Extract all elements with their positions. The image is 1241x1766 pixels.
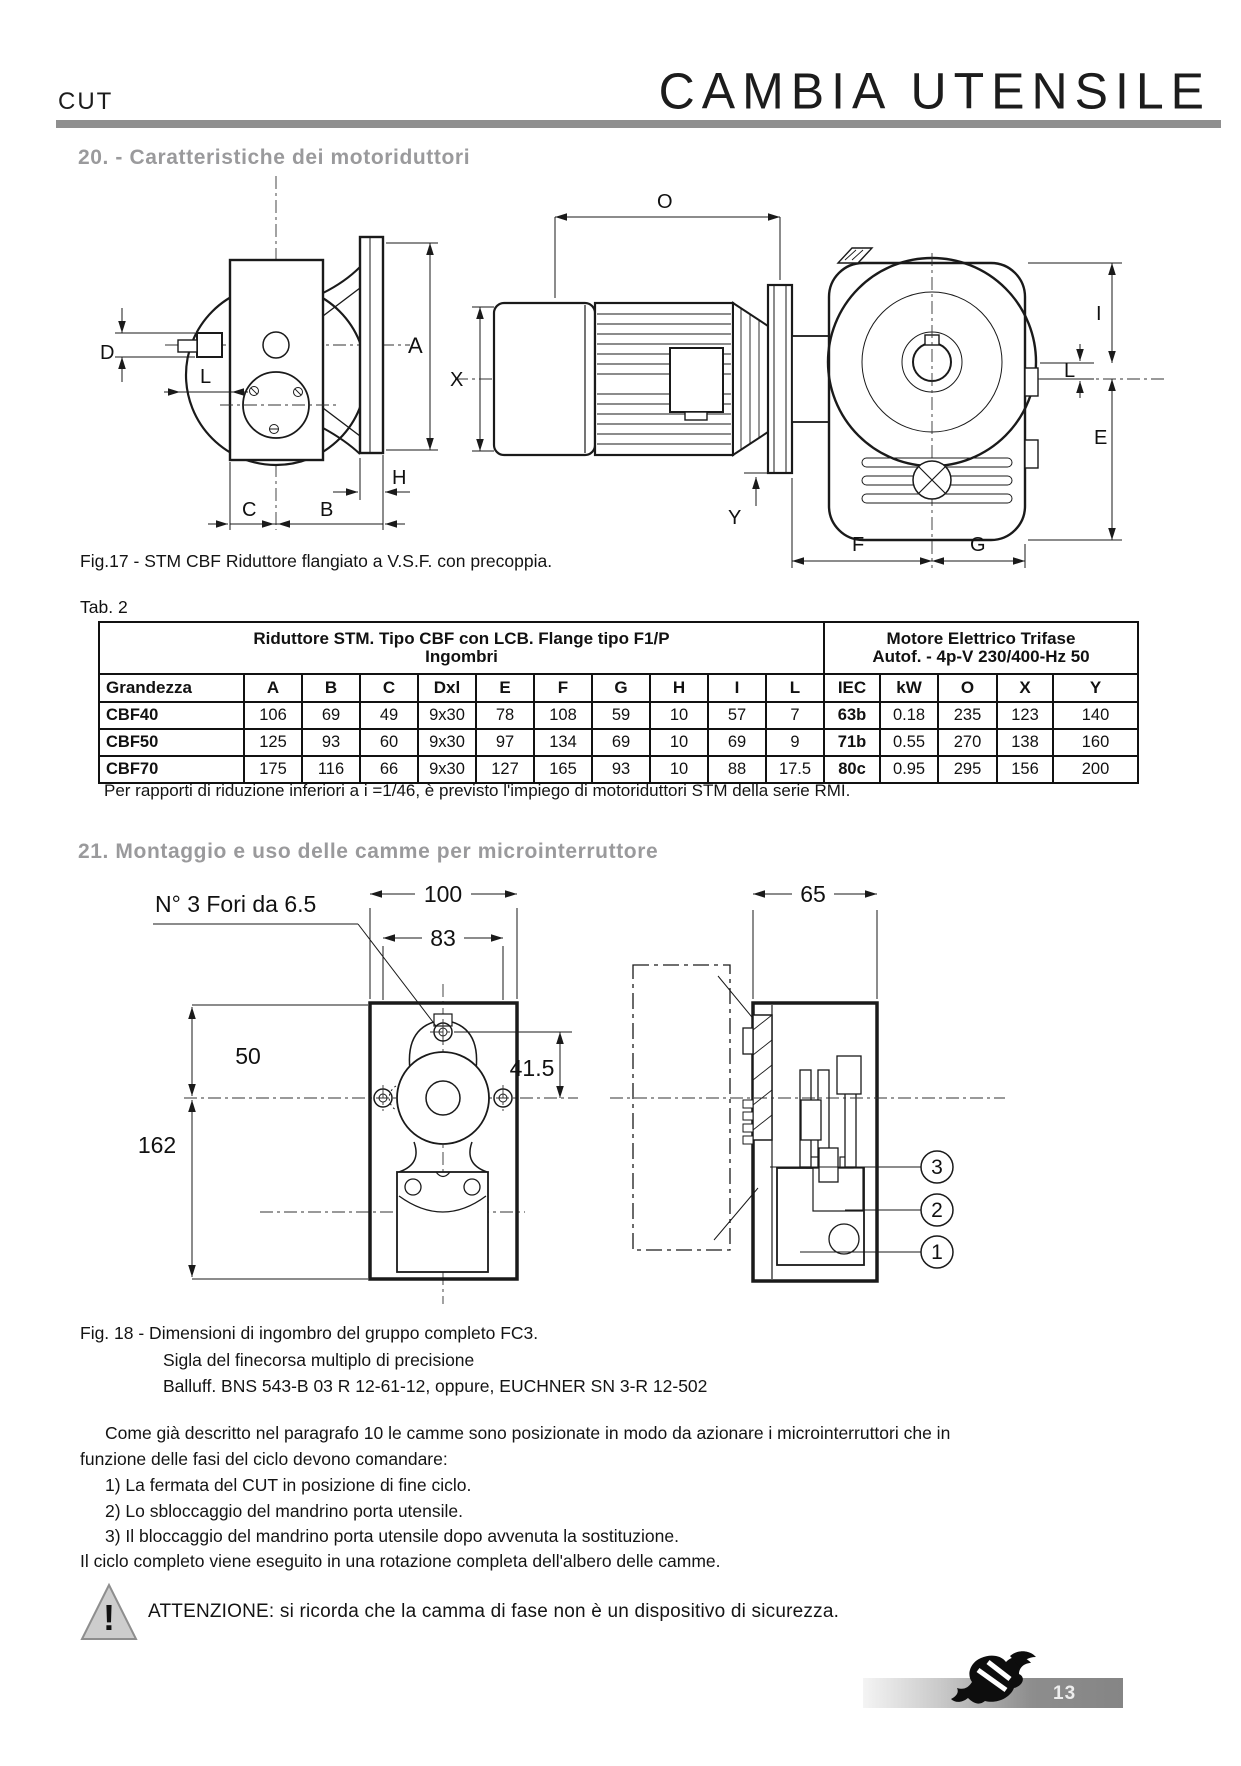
table-cell: 160 [1053, 729, 1138, 756]
table-cell: 9x30 [418, 702, 476, 729]
table-cell: 108 [534, 702, 592, 729]
fig18-dim-65 [753, 881, 877, 999]
svg-text:162: 162 [137, 1132, 177, 1158]
table-cell: 97 [476, 729, 534, 756]
fig17-right-view [450, 191, 1165, 568]
col-I: I [708, 674, 766, 702]
col-grandezza: Grandezza [99, 674, 244, 702]
table-cell: 10 [650, 729, 708, 756]
table-cell: 127 [476, 756, 534, 783]
table-cell: 0.55 [880, 729, 938, 756]
section-20-heading: 20. - Caratteristiche dei motoriduttori [78, 146, 471, 169]
tab2-body [99, 702, 1138, 783]
svg-text:D: D [100, 342, 115, 364]
fig17-caption: Fig.17 - STM CBF Riduttore flangiato a V.S.F. con precoppia. [80, 551, 553, 571]
col-C: C [360, 674, 418, 702]
table-cell: 17.5 [766, 756, 824, 783]
svg-text:F: F [852, 534, 865, 556]
table-cell: 93 [592, 756, 650, 783]
fig18-caption-line1: Fig. 18 - Dimensioni di ingombro del gruppo completo FC3. [80, 1323, 539, 1343]
table-cell: 125 [244, 729, 302, 756]
table-cell: 156 [997, 756, 1053, 783]
table-row [99, 729, 1138, 756]
page-title: CAMBIA UTENSILE [658, 62, 1211, 120]
list-item-3: 3) Il bloccaggio del mandrino porta utensile dopo avvenuta la sostituzione. [105, 1526, 679, 1546]
table-cell: 80c [824, 756, 880, 783]
table-cell: 140 [1053, 702, 1138, 729]
fig18-dim-50 [192, 1005, 368, 1096]
group-left-line2: Ingombri [425, 647, 498, 666]
svg-text:A: A [408, 333, 423, 358]
tab2-table [98, 621, 1139, 784]
svg-text:C: C [242, 499, 257, 521]
svg-text:O: O [657, 191, 673, 213]
table-cell: 49 [360, 702, 418, 729]
section-21-heading: 21. Montaggio e uso delle camme per microinterruttore [78, 840, 659, 863]
group-header-row [99, 622, 1138, 674]
col-kW: kW [880, 674, 938, 702]
table-cell: 60 [360, 729, 418, 756]
table-cell: 66 [360, 756, 418, 783]
svg-text:I: I [1096, 303, 1102, 325]
table-cell: 175 [244, 756, 302, 783]
table-cell: 88 [708, 756, 766, 783]
svg-text:E: E [1094, 427, 1108, 449]
tab2-note: Per rapporti di riduzione inferiori a i =1/46, è previsto l'impiego di motoriduttori STM della serie RMI. [104, 781, 851, 800]
footer-logo [948, 1648, 1048, 1720]
svg-text:X: X [450, 369, 464, 391]
svg-text:B: B [320, 499, 334, 521]
column-header-row [99, 674, 1138, 702]
col-F: F [534, 674, 592, 702]
fig18-caption-line2: Sigla del finecorsa multiplo di precisione [163, 1350, 475, 1370]
table-cell: 106 [244, 702, 302, 729]
table-cell: 57 [708, 702, 766, 729]
fig17-dim-H [333, 458, 410, 500]
paragraph-line: Come già descritto nel paragrafo 10 le camme sono posizionate in modo da azionare i microinterruttori che in [105, 1423, 951, 1443]
table-cell: 71b [824, 729, 880, 756]
table-cell: 78 [476, 702, 534, 729]
fig18-dim-162 [138, 1100, 368, 1279]
col-Y: Y [1053, 674, 1138, 702]
svg-text:50: 50 [235, 1043, 261, 1069]
header-rule [56, 120, 1221, 128]
fig18-holes-label [153, 891, 436, 1026]
table-cell: 116 [302, 756, 360, 783]
svg-text:100: 100 [423, 881, 463, 907]
fig17-dim-A [386, 243, 438, 450]
svg-text:L: L [1064, 360, 1076, 382]
callout-3: 3 [931, 1156, 943, 1179]
table-cell: 134 [534, 729, 592, 756]
table-row [99, 702, 1138, 729]
svg-text:41.5: 41.5 [509, 1055, 555, 1081]
fig18-drawing [100, 880, 1150, 1310]
table-cell: 235 [938, 702, 997, 729]
col-A: A [244, 674, 302, 702]
svg-text:L: L [200, 366, 212, 388]
table-cell: 9x30 [418, 729, 476, 756]
group-header-right [824, 622, 1138, 674]
table-cell: 10 [650, 756, 708, 783]
col-X: X [997, 674, 1053, 702]
table-cell: 93 [302, 729, 360, 756]
table-cell: 69 [302, 702, 360, 729]
table-cell: 138 [997, 729, 1053, 756]
col-O: O [938, 674, 997, 702]
table-cell: 7 [766, 702, 824, 729]
warning-text: ATTENZIONE: si ricorda che la camma di fase non è un dispositivo di sicurezza. [148, 1601, 840, 1622]
fig17-dim-CB [208, 455, 405, 530]
list-item-1: 1) La fermata del CUT in posizione di fine ciclo. [105, 1475, 472, 1495]
svg-text:65: 65 [800, 881, 826, 907]
fig18-front-view [138, 881, 578, 1304]
group-right-line1: Motore Elettrico Trifase [886, 628, 1076, 648]
fig17-dim-ILE [1028, 263, 1122, 540]
group-left-line1: Riduttore STM. Tipo CBF con LCB. Flange tipo F1/P [253, 628, 670, 648]
fig18-caption-line3: Balluff. BNS 543-B 03 R 12-61-12, oppure, EUCHNER SN 3-R 12-502 [163, 1376, 708, 1396]
table-cell: 200 [1053, 756, 1138, 783]
table-cell: 295 [938, 756, 997, 783]
tab2-label: Tab. 2 [80, 597, 128, 617]
col-IEC: IEC [824, 674, 880, 702]
svg-text:H: H [392, 467, 407, 489]
warning-icon [80, 1582, 140, 1644]
table-cell: 123 [997, 702, 1053, 729]
col-L: L [766, 674, 824, 702]
svg-text:N° 3 Fori da 6.5: N° 3 Fori da 6.5 [155, 891, 317, 917]
col-Dxl: Dxl [418, 674, 476, 702]
table-cell: CBF40 [99, 702, 244, 729]
fig17-left-view [100, 176, 438, 530]
fig17-dim-O [555, 191, 780, 298]
table-cell: 69 [592, 729, 650, 756]
col-E: E [476, 674, 534, 702]
group-right-line2: Autof. - 4p-V 230/400-Hz 50 [872, 647, 1090, 666]
product-code: CUT [58, 88, 114, 115]
table-cell: 59 [592, 702, 650, 729]
table-cell: 10 [650, 702, 708, 729]
list-item-2: 2) Lo sbloccaggio del mandrino porta utensile. [105, 1501, 463, 1521]
table-cell: 63b [824, 702, 880, 729]
table-cell: 270 [938, 729, 997, 756]
table-cell: 0.95 [880, 756, 938, 783]
table-cell: 0.18 [880, 702, 938, 729]
callout-2: 2 [931, 1199, 943, 1222]
fig18-side-view [610, 881, 1005, 1281]
paragraph-line: funzione delle fasi del ciclo devono comandare: [80, 1449, 448, 1469]
svg-text:G: G [970, 534, 986, 556]
page-number: 13 [1053, 1683, 1077, 1704]
paragraph-line: Il ciclo completo viene eseguito in una rotazione completa dell'albero delle camme. [80, 1551, 721, 1571]
table-row [99, 756, 1138, 783]
svg-text:Y: Y [728, 507, 742, 529]
warning-exclamation: ! [103, 1597, 115, 1638]
fig17-drawing [80, 168, 1230, 568]
fig17-dim-Y [728, 473, 772, 529]
table-cell: CBF50 [99, 729, 244, 756]
callout-1: 1 [931, 1241, 943, 1264]
col-B: B [302, 674, 360, 702]
table-cell: 69 [708, 729, 766, 756]
svg-text:83: 83 [430, 925, 456, 951]
table-cell: 9x30 [418, 756, 476, 783]
table-cell: CBF70 [99, 756, 244, 783]
col-H: H [650, 674, 708, 702]
group-header-left [99, 622, 824, 674]
col-G: G [592, 674, 650, 702]
table-cell: 9 [766, 729, 824, 756]
table-cell: 165 [534, 756, 592, 783]
